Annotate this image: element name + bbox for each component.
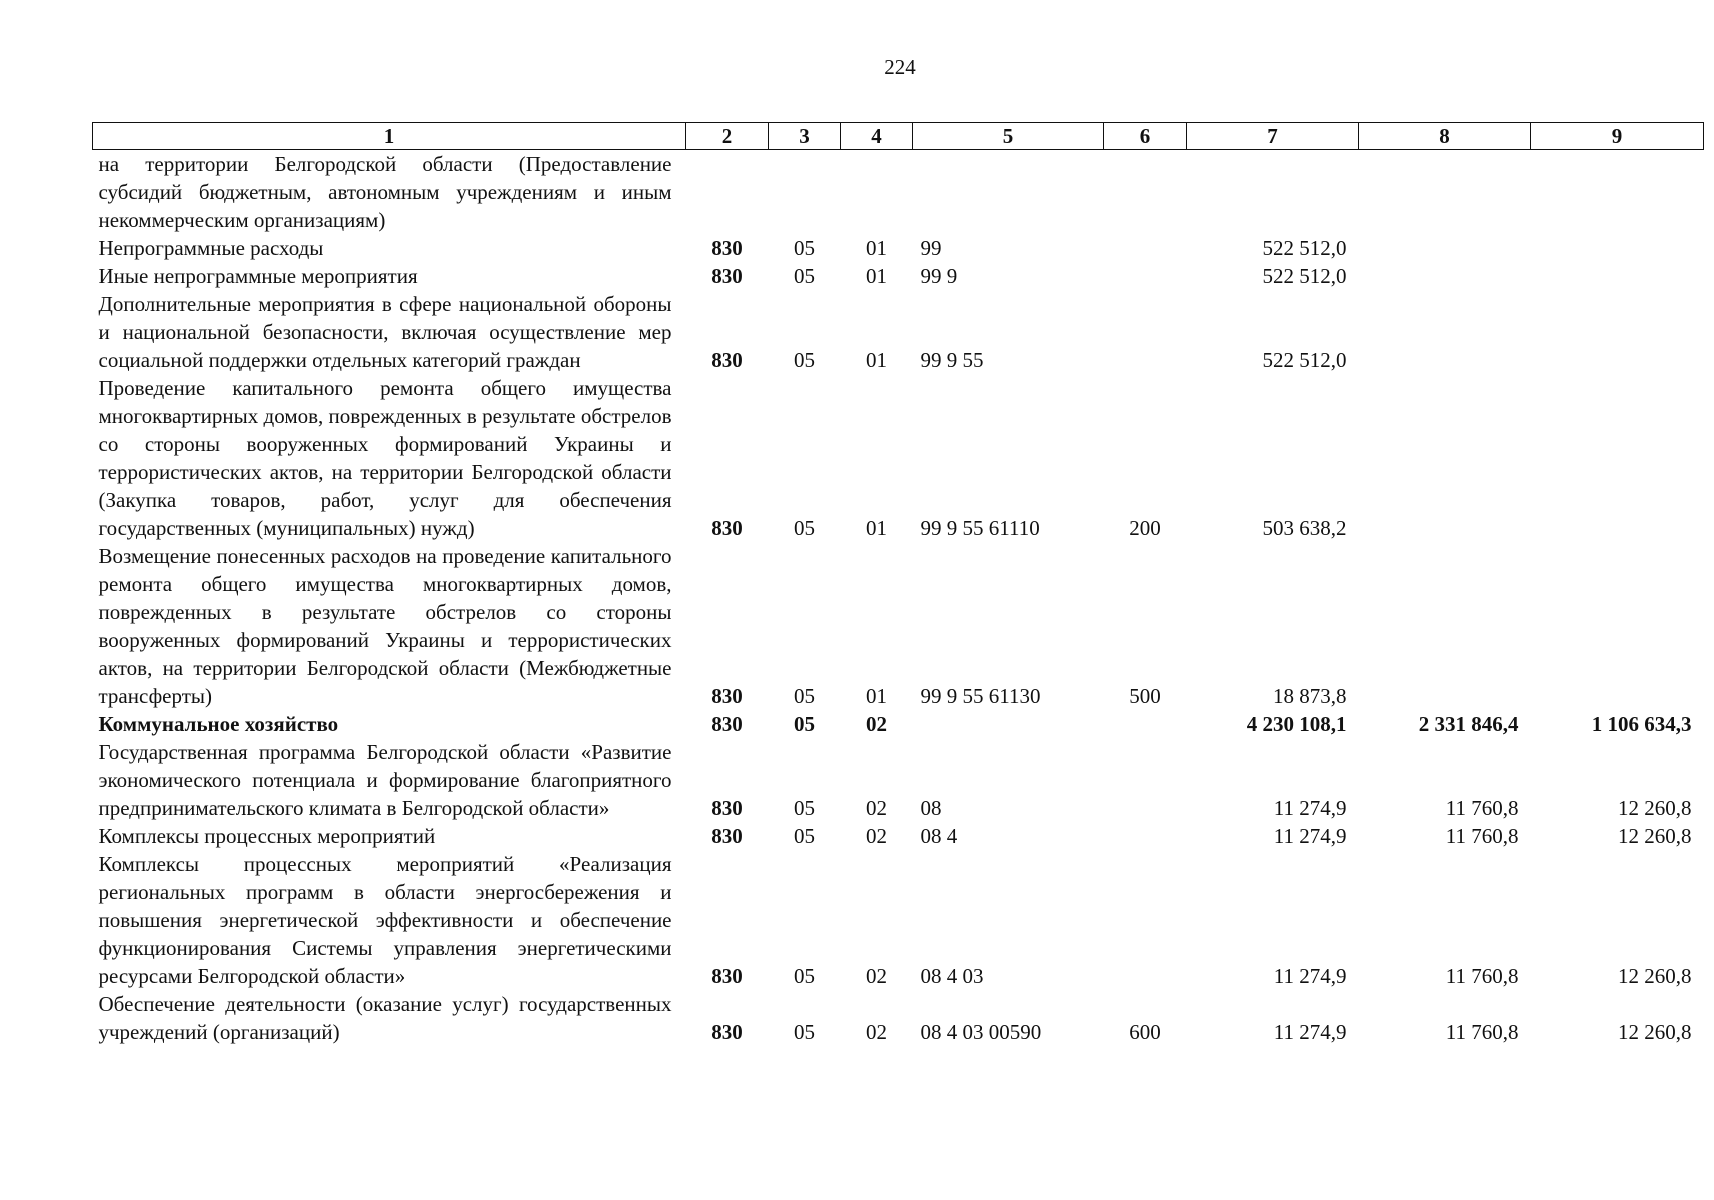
subsection-code: 01 bbox=[866, 264, 887, 288]
expense-type-code: 500 bbox=[1129, 684, 1161, 708]
target-article-code bbox=[913, 710, 1104, 738]
subsection-code bbox=[841, 150, 913, 235]
table-row bbox=[93, 542, 1704, 710]
expense-type-code: 600 bbox=[1129, 1020, 1161, 1044]
amount-col-8: 11 760,8 bbox=[1445, 824, 1519, 848]
amount-col-8 bbox=[1359, 542, 1531, 710]
row-description: Обеспечение деятельности (оказание услуг) государственных учреждений (организаций) bbox=[98, 992, 672, 1044]
amount-col-9: 12 260,8 bbox=[1618, 964, 1692, 988]
target-article-code: 99 bbox=[920, 236, 942, 260]
column-header: 1 bbox=[93, 123, 686, 150]
amount-col-7: 522 512,0 bbox=[1262, 264, 1347, 288]
target-article-code: 99 9 55 61110 bbox=[920, 516, 1040, 540]
column-header: 4 bbox=[841, 123, 913, 150]
target-article-code: 08 bbox=[920, 796, 942, 820]
subsection-code: 02 bbox=[866, 1020, 887, 1044]
table-row bbox=[93, 234, 1704, 262]
column-header: 7 bbox=[1187, 123, 1359, 150]
row-description: Государственная программа Белгородской области «Развитие экономического потенциала и формирование благоприятного предпринимательского климата в Белгородской области» bbox=[98, 740, 672, 820]
column-header: 8 bbox=[1359, 123, 1531, 150]
admin-code: 830 bbox=[711, 264, 743, 288]
admin-code: 830 bbox=[711, 236, 743, 260]
target-article-code: 99 9 bbox=[920, 264, 958, 288]
section-code: 05 bbox=[794, 684, 815, 708]
amount-col-8 bbox=[1359, 290, 1531, 374]
subsection-code: 02 bbox=[866, 964, 887, 988]
section-code: 05 bbox=[794, 348, 815, 372]
amount-col-9: 1 106 634,3 bbox=[1591, 712, 1692, 736]
expense-type-code: 200 bbox=[1129, 516, 1161, 540]
target-article-code: 99 9 55 bbox=[920, 348, 984, 372]
amount-col-7: 11 274,9 bbox=[1273, 824, 1347, 848]
amount-col-7: 503 638,2 bbox=[1262, 516, 1347, 540]
table-row bbox=[93, 990, 1704, 1046]
table-row bbox=[93, 290, 1704, 374]
subsection-code: 01 bbox=[866, 516, 887, 540]
amount-col-8: 11 760,8 bbox=[1445, 1020, 1519, 1044]
admin-code bbox=[686, 150, 769, 235]
column-header: 5 bbox=[913, 123, 1104, 150]
row-description: Дополнительные мероприятия в сфере национальной обороны и национальной безопасности, включая осуществление мер социальной поддержки отдельных категорий граждан bbox=[98, 292, 672, 372]
row-description: Возмещение понесенных расходов на проведение капитального ремонта общего имущества многоквартирных домов, поврежденных в результате обстрелов со стороны вооруженных формирований Украины и террористических актов, на территории Белгородской области (Межбюджетные трансферты) bbox=[98, 544, 672, 708]
section-code: 05 bbox=[794, 796, 815, 820]
subsection-code: 02 bbox=[866, 796, 887, 820]
target-article-code: 99 9 55 61130 bbox=[920, 684, 1041, 708]
row-description: на территории Белгородской области (Предоставление субсидий бюджетным, автономным учреждениям и иным некоммерческим организациям) bbox=[98, 152, 672, 232]
column-header: 2 bbox=[686, 123, 769, 150]
amount-col-9 bbox=[1531, 234, 1704, 262]
table-row bbox=[93, 738, 1704, 822]
amount-col-7: 522 512,0 bbox=[1262, 348, 1347, 372]
amount-col-7: 11 274,9 bbox=[1273, 796, 1347, 820]
admin-code: 830 bbox=[711, 824, 743, 848]
amount-col-8: 11 760,8 bbox=[1445, 964, 1519, 988]
target-article-code: 08 4 bbox=[920, 824, 958, 848]
subsection-code: 01 bbox=[866, 348, 887, 372]
expense-type-code bbox=[1104, 234, 1187, 262]
table-row bbox=[93, 262, 1704, 290]
amount-col-8: 11 760,8 bbox=[1445, 796, 1519, 820]
section-code: 05 bbox=[794, 964, 815, 988]
amount-col-8: 2 331 846,4 bbox=[1418, 712, 1519, 736]
section-code: 05 bbox=[794, 824, 815, 848]
amount-col-9 bbox=[1531, 374, 1704, 542]
expense-type-code bbox=[1104, 262, 1187, 290]
expense-type-code bbox=[1104, 150, 1187, 235]
section-code: 05 bbox=[794, 264, 815, 288]
amount-col-9 bbox=[1531, 290, 1704, 374]
amount-col-9: 12 260,8 bbox=[1618, 1020, 1692, 1044]
amount-col-7: 4 230 108,1 bbox=[1246, 712, 1347, 736]
admin-code: 830 bbox=[711, 1020, 743, 1044]
section-code: 05 bbox=[794, 1020, 815, 1044]
header-row bbox=[93, 123, 1704, 150]
subsection-code: 02 bbox=[866, 824, 887, 848]
amount-col-9 bbox=[1531, 542, 1704, 710]
amount-col-8 bbox=[1359, 374, 1531, 542]
row-description: Проведение капитального ремонта общего имущества многоквартирных домов, поврежденных в результате обстрелов со стороны вооруженных формирований Украины и террористических актов, на территории Белгородской области (Закупка товаров, работ, услуг для обеспечения государственных (муниципальных) нужд) bbox=[98, 376, 672, 540]
row-description: Комплексы процессных мероприятий «Реализация региональных программ в области энергосбережения и повышения энергетической эффективности и обеспечение функционирования Системы управления энергетическими ресурсами Белгородской области» bbox=[98, 852, 672, 988]
row-description: Непрограммные расходы bbox=[98, 236, 324, 260]
amount-col-7 bbox=[1187, 150, 1359, 235]
amount-col-8 bbox=[1359, 234, 1531, 262]
table-row bbox=[93, 374, 1704, 542]
section-code: 05 bbox=[794, 712, 815, 736]
admin-code: 830 bbox=[711, 516, 743, 540]
amount-col-9: 12 260,8 bbox=[1618, 796, 1692, 820]
expense-type-code bbox=[1104, 290, 1187, 374]
expense-type-code bbox=[1104, 822, 1187, 850]
expense-type-code bbox=[1104, 710, 1187, 738]
column-header: 6 bbox=[1104, 123, 1187, 150]
subsection-code: 01 bbox=[866, 236, 887, 260]
column-header: 3 bbox=[769, 123, 841, 150]
amount-col-7: 11 274,9 bbox=[1273, 1020, 1347, 1044]
expense-type-code bbox=[1104, 850, 1187, 990]
budget-table bbox=[92, 122, 1704, 1046]
amount-col-7: 11 274,9 bbox=[1273, 964, 1347, 988]
admin-code: 830 bbox=[711, 964, 743, 988]
amount-col-7: 18 873,8 bbox=[1273, 684, 1347, 708]
amount-col-8 bbox=[1359, 262, 1531, 290]
table-row bbox=[93, 710, 1704, 738]
target-article-code bbox=[913, 150, 1104, 235]
amount-col-9 bbox=[1531, 262, 1704, 290]
subsection-code: 02 bbox=[866, 712, 887, 736]
row-description: Коммунальное хозяйство bbox=[98, 712, 339, 736]
subsection-code: 01 bbox=[866, 684, 887, 708]
amount-col-8 bbox=[1359, 150, 1531, 235]
section-code bbox=[769, 150, 841, 235]
admin-code: 830 bbox=[711, 684, 743, 708]
row-description: Комплексы процессных мероприятий bbox=[98, 824, 436, 848]
table-row bbox=[93, 150, 1704, 235]
table-row bbox=[93, 822, 1704, 850]
target-article-code: 08 4 03 00590 bbox=[920, 1020, 1042, 1044]
page-number: 224 bbox=[884, 55, 916, 79]
admin-code: 830 bbox=[711, 348, 743, 372]
section-code: 05 bbox=[794, 516, 815, 540]
column-header: 9 bbox=[1531, 123, 1704, 150]
amount-col-9: 12 260,8 bbox=[1618, 824, 1692, 848]
table-row bbox=[93, 850, 1704, 990]
section-code: 05 bbox=[794, 236, 815, 260]
target-article-code: 08 4 03 bbox=[920, 964, 984, 988]
amount-col-7: 522 512,0 bbox=[1262, 236, 1347, 260]
admin-code: 830 bbox=[711, 796, 743, 820]
row-description: Иные непрограммные мероприятия bbox=[98, 264, 418, 288]
amount-col-9 bbox=[1531, 150, 1704, 235]
admin-code: 830 bbox=[711, 712, 743, 736]
expense-type-code bbox=[1104, 738, 1187, 822]
